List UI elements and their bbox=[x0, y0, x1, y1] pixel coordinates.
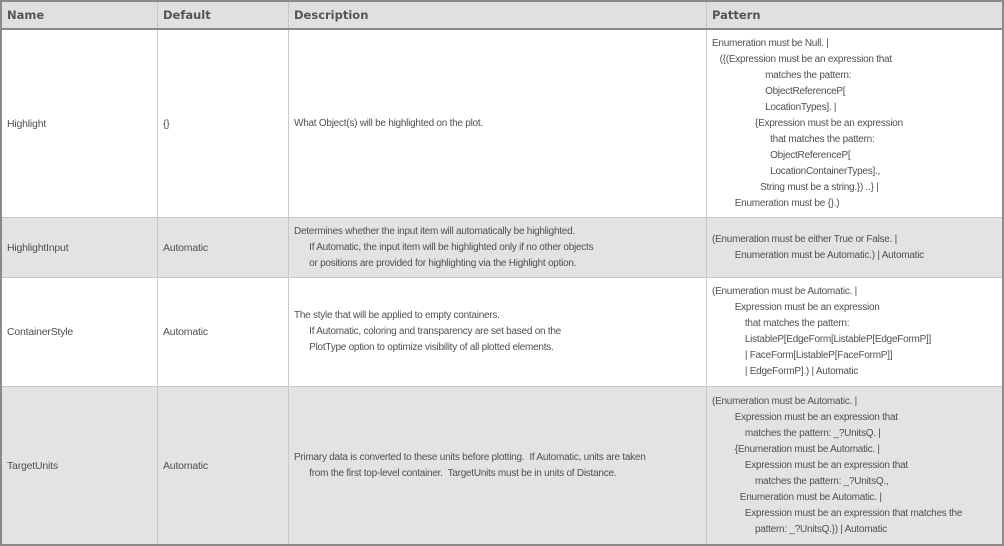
table-row bbox=[2, 278, 1002, 387]
text-line: Expression must be an expression that matches the bbox=[712, 507, 963, 519]
text-line: Expression must be an expression that bbox=[712, 411, 898, 423]
text-line: String must be a string.}) ..} | bbox=[712, 181, 879, 193]
text-line: ListableP[EdgeForm[ListableP[EdgeFormP]] bbox=[712, 334, 932, 345]
header-name: Name bbox=[7, 8, 45, 22]
option-pattern bbox=[706, 218, 1002, 277]
table-header bbox=[2, 2, 1002, 30]
text-line: Expression must be an expression bbox=[712, 302, 880, 313]
option-description bbox=[288, 30, 706, 217]
option-default: Automatic bbox=[157, 387, 288, 544]
option-name: Highlight bbox=[7, 117, 47, 130]
option-pattern bbox=[706, 30, 1002, 217]
text-line: that matches the pattern: bbox=[712, 133, 875, 145]
text-line: (Enumeration must be Automatic. | bbox=[712, 286, 857, 297]
option-name: TargetUnits bbox=[7, 459, 58, 472]
option-default: Automatic bbox=[157, 218, 288, 277]
text-line: or positions are provided for highlighting via the Highlight option. bbox=[294, 257, 577, 269]
text-line: Enumeration must be Automatic.) | Automatic bbox=[712, 249, 924, 261]
text-line: PlotType option to optimize visibility of all plotted elements. bbox=[294, 342, 554, 353]
text-line: from the first top-level container. TargetUnits must be in units of Distance. bbox=[294, 467, 617, 479]
text-line: matches the pattern: _?UnitsQ. | bbox=[712, 427, 881, 439]
text-line: Enumeration must be {}.) bbox=[712, 197, 840, 209]
text-line: (Enumeration must be Automatic. | bbox=[712, 395, 857, 407]
text-line: What Object(s) will be highlighted on the plot. bbox=[294, 117, 483, 129]
text-line: ({(Expression must be an expression that bbox=[712, 53, 892, 65]
table-row bbox=[2, 387, 1002, 544]
text-line: Determines whether the input item will automatically be highlighted. bbox=[294, 225, 575, 237]
header-default: Default bbox=[157, 2, 288, 28]
option-default: {} bbox=[157, 30, 288, 217]
option-description bbox=[288, 278, 706, 386]
option-pattern bbox=[706, 278, 1002, 386]
table-row bbox=[2, 30, 1002, 218]
text-line: matches the pattern: _?UnitsQ., bbox=[712, 475, 889, 487]
text-line: pattern: _?UnitsQ.}) | Automatic bbox=[712, 523, 887, 535]
text-line: {Enumeration must be Automatic. | bbox=[712, 443, 880, 455]
option-name: HighlightInput bbox=[7, 241, 69, 254]
text-line: If Automatic, the input item will be highlighted only if no other objects bbox=[294, 241, 594, 253]
text-line: Enumeration must be Automatic. | bbox=[712, 491, 882, 503]
option-default: Automatic bbox=[157, 278, 288, 386]
text-line: Expression must be an expression that bbox=[712, 459, 908, 471]
text-line: The style that will be applied to empty containers. bbox=[294, 310, 500, 321]
option-name: ContainerStyle bbox=[7, 326, 74, 338]
header-pattern: Pattern bbox=[706, 2, 1002, 28]
option-pattern bbox=[706, 387, 1002, 544]
text-line: (Enumeration must be either True or False. | bbox=[712, 233, 898, 245]
text-line: | EdgeFormP].) | Automatic bbox=[712, 366, 859, 377]
text-line: If Automatic, coloring and transparency are set based on the bbox=[294, 326, 561, 337]
table-row bbox=[2, 218, 1002, 278]
text-line: Primary data is converted to these units before plotting. If Automatic, units are taken bbox=[294, 451, 646, 463]
text-line: {Expression must be an expression bbox=[712, 117, 903, 129]
text-line: Enumeration must be Null. | bbox=[712, 37, 829, 49]
text-line: matches the pattern: bbox=[712, 69, 852, 81]
text-line: LocationTypes]. | bbox=[712, 101, 837, 113]
option-description bbox=[288, 218, 706, 277]
header-description: Description bbox=[288, 2, 706, 28]
option-description bbox=[288, 387, 706, 544]
text-line: ObjectReferenceP[ bbox=[712, 149, 851, 161]
text-line: ObjectReferenceP[ bbox=[712, 85, 846, 97]
text-line: that matches the pattern: bbox=[712, 318, 850, 329]
text-line: | FaceForm[ListableP[FaceFormP]] bbox=[712, 350, 893, 361]
text-line: LocationContainerTypes]., bbox=[712, 165, 881, 177]
